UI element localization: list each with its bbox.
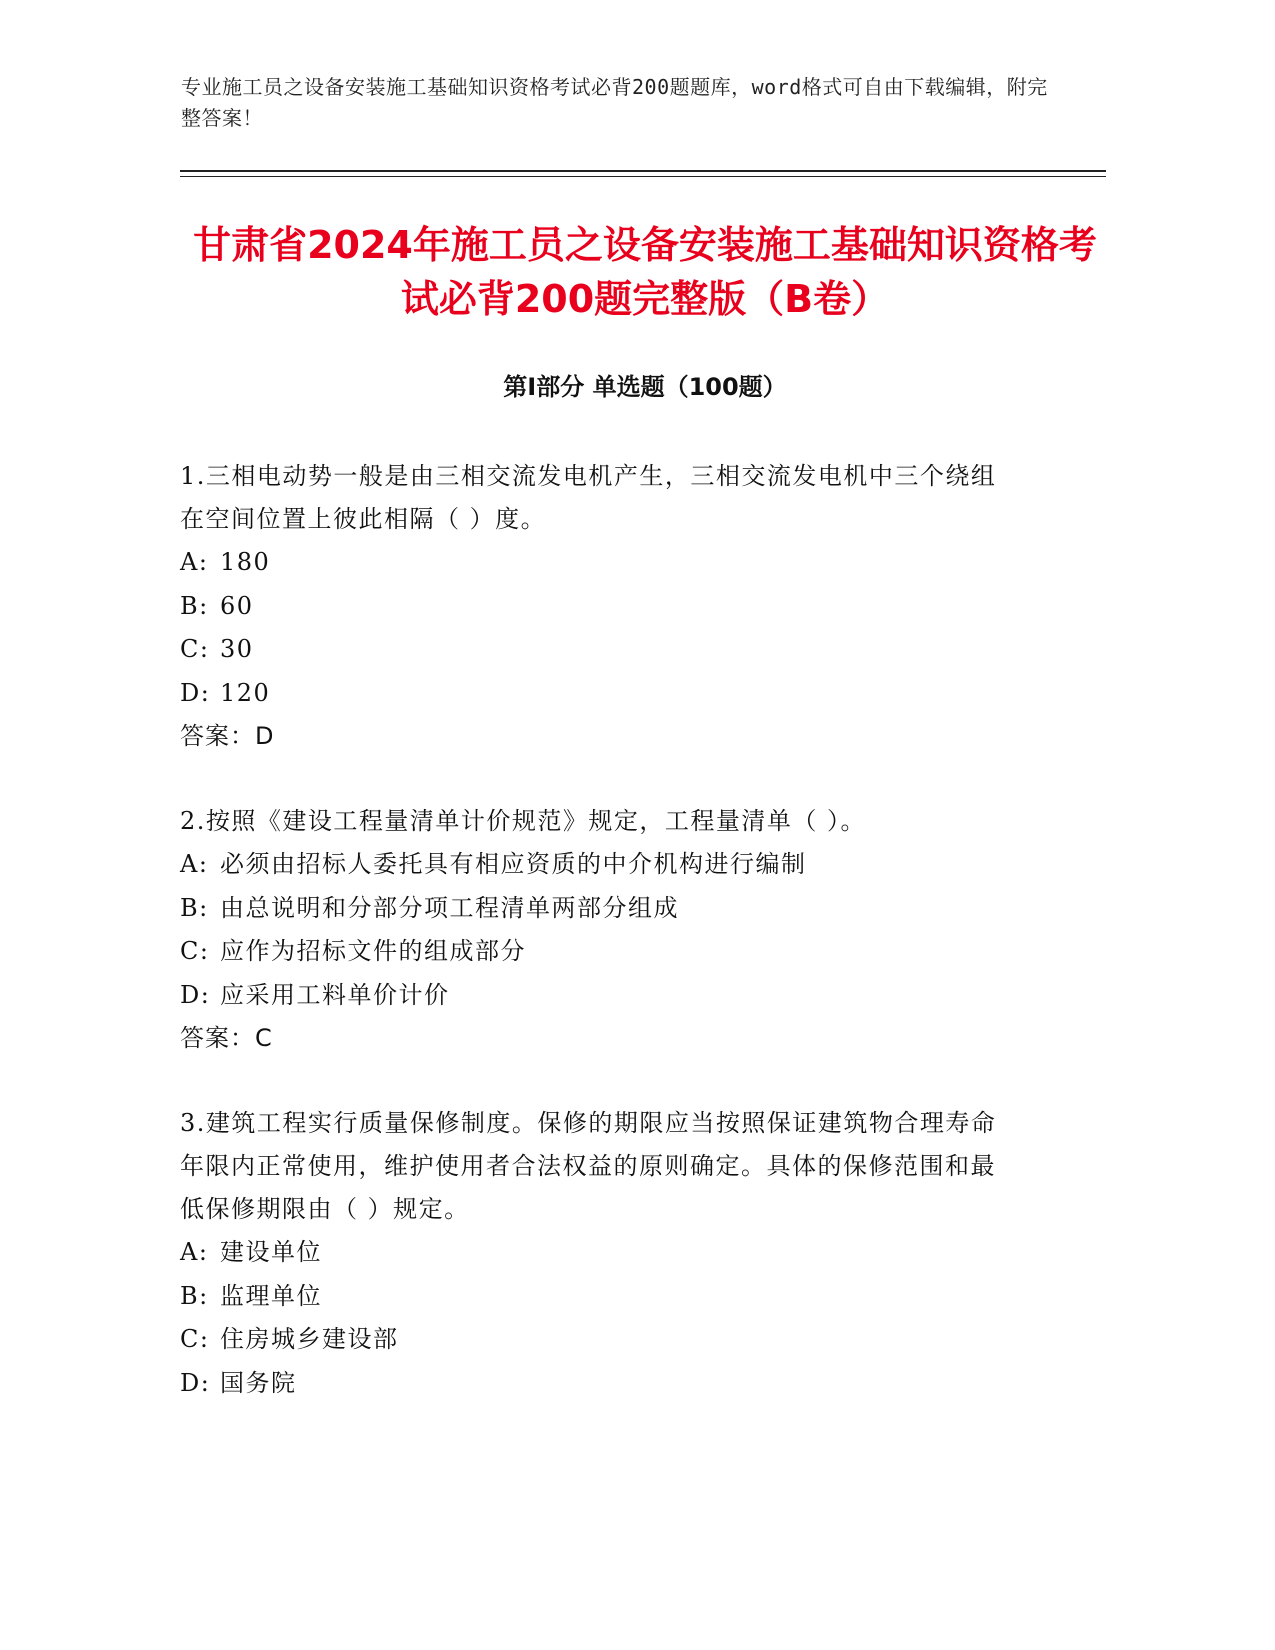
option-text: 120 [220, 678, 271, 707]
option-key: D: [180, 1368, 211, 1397]
option-text: 180 [220, 548, 271, 576]
option-key: C: [180, 635, 210, 663]
option-text: 必须由招标人委托具有相应资质的中介机构进行编制 [220, 850, 807, 878]
option-c [180, 628, 1020, 672]
option-text: 监理单位 [220, 1281, 322, 1310]
option-b [180, 887, 1020, 931]
option-a [180, 1231, 1020, 1275]
option-a [180, 541, 1020, 585]
option-text: 住房城乡建设部 [220, 1325, 399, 1353]
option-c [180, 930, 1020, 974]
option-key: C: [180, 937, 210, 965]
answer-line: 答案：D [180, 722, 275, 750]
option-d [180, 672, 1020, 716]
option-text: 国务院 [220, 1368, 297, 1397]
header-divider-thick [180, 170, 1106, 172]
option-text: 应采用工料单价计价 [220, 980, 450, 1009]
header-note: 专业施工员之设备安装施工基础知识资格考试必背200题题库，word格式可自由下载编辑，附完整答案！ [181, 75, 1048, 130]
option-text: 建设单位 [220, 1238, 322, 1266]
option-b [180, 1275, 1020, 1319]
option-text: 由总说明和分部分项工程清单两部分组成 [220, 893, 679, 922]
answer-line: 答案：C [180, 1024, 273, 1052]
option-key: D: [180, 980, 211, 1009]
document-title: 甘肃省2024年施工员之设备安装施工基础知识资格考试必背200题完整版（B卷） [193, 223, 1097, 321]
header-divider-thin [180, 176, 1106, 177]
option-key: A: [180, 1238, 209, 1266]
question-stem: 3.建筑工程实行质量保修制度。保修的期限应当按照保证建筑物合理寿命年限内正常使用，维护使用者合法权益的原则确定。具体的保修范围和最低保修期限由（ ）规定。 [180, 1109, 997, 1223]
option-c [180, 1318, 1020, 1362]
option-key: D: [180, 678, 211, 707]
question-3 [180, 1102, 1020, 1405]
option-text: 60 [220, 591, 254, 620]
option-b [180, 585, 1020, 629]
option-a [180, 843, 1020, 887]
question-2 [180, 800, 1020, 1060]
section-heading: 第Ⅰ部分 单选题（100题） [503, 373, 787, 401]
question-1 [180, 455, 1020, 758]
option-text: 应作为招标文件的组成部分 [220, 937, 526, 965]
option-key: C: [180, 1325, 210, 1353]
option-key: A: [180, 548, 209, 576]
option-key: B: [180, 591, 209, 620]
option-key: A: [180, 850, 209, 878]
option-d [180, 974, 1020, 1018]
question-stem: 1.三相电动势一般是由三相交流发电机产生，三相交流发电机中三个绕组在空间位置上彼此相隔（ ）度。 [180, 462, 997, 533]
question-stem: 2.按照《建设工程量清单计价规范》规定，工程量清单（ ）。 [180, 807, 867, 835]
question-list [180, 455, 1020, 1447]
option-text: 30 [220, 635, 254, 663]
option-d [180, 1362, 1020, 1406]
option-key: B: [180, 1281, 209, 1310]
option-key: B: [180, 893, 209, 922]
